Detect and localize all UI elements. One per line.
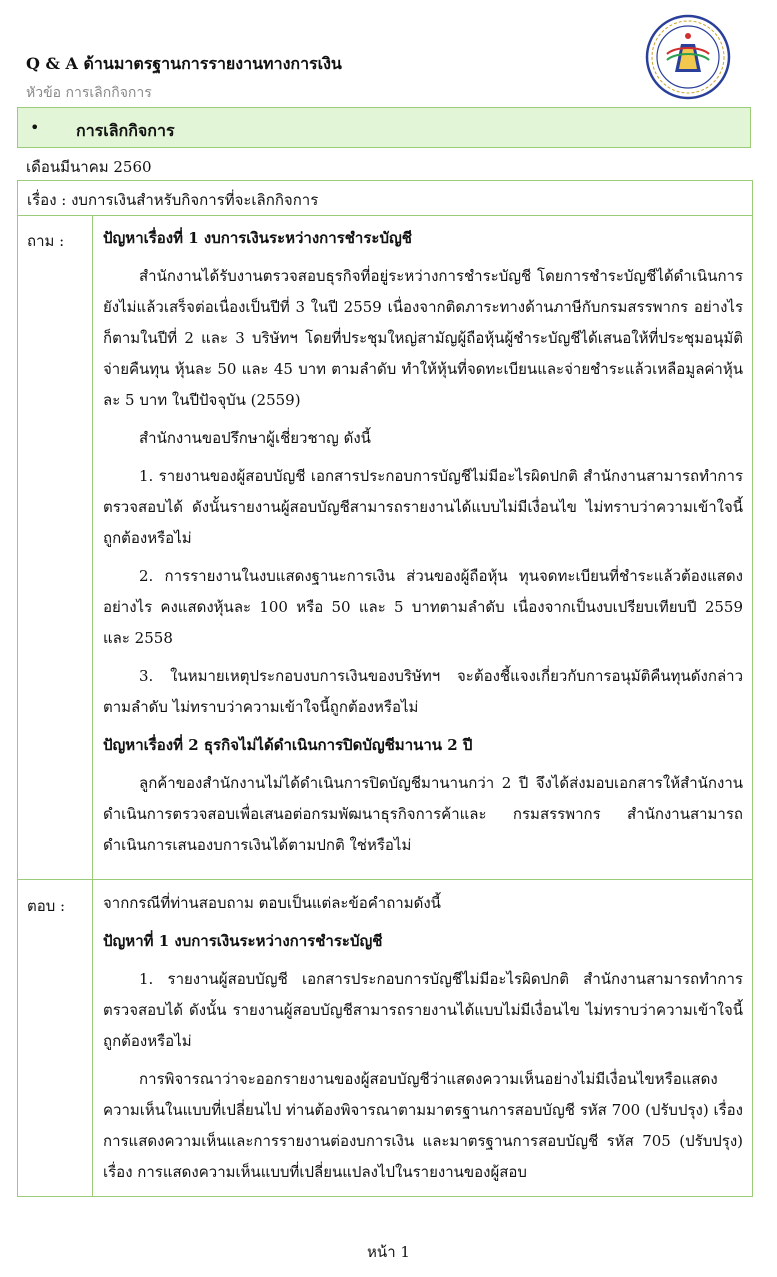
answer-intro: จากกรณีที่ท่านสอบถาม ตอบเป็นแต่ละข้อคำถามดังนี้ [103, 894, 441, 912]
bullet-icon: • [30, 118, 40, 137]
header-subtitle: หัวข้อ การเลิกกิจการ [26, 85, 152, 101]
row-divider [18, 879, 752, 880]
organization-logo-icon [645, 14, 731, 100]
page-number: หน้า 1 [367, 1243, 410, 1261]
subject-row [18, 181, 752, 216]
question-paragraph: 3. ในหมายเหตุประกอบงบการเงินของบริษัทฯ จะต้องชี้แจงเกี่ยวกับการอนุมัติคืนทุนดังกล่าวตามลำดับ ไม่ทราบว่าความเข้าใจนี้ถูกต้องหรือไม่ [103, 667, 743, 716]
question-paragraph: สำนักงานได้รับงานตรวจสอบธุรกิจที่อยู่ระหว่างการชำระบัญชี โดยการชำระบัญชีได้ดำเนินการยังไม่แล้วเสร็จต่อเนื่องเป็นปีที่ 3 ในปี 2559 เนื่องจากติดภาระทางด้านภาษีกับกรมสรรพากร อย่างไรก็ตามในปีที่ 2 และ 3 บริษัทฯ โดยที่ประชุมใหญ่สามัญผู้ถือหุ้นผู้ชำระบัญชีได้เสนอให้ที่ประชุมอนุมัติจ่ายคืนทุน หุ้นละ 50 และ 45 บาท ตามลำดับ ทำให้หุ้นที่จดทะเบียนและจ่ายชำระแล้วเหลือมูลค่าหุ้นละ 5 บาท ในปีปัจจุบัน (2559) [103, 267, 743, 409]
publication-date: เดือนมีนาคม 2560 [26, 158, 152, 176]
answer-paragraph: การพิจารณาว่าจะออกรายงานของผู้สอบบัญชีว่าแสดงความเห็นอย่างไม่มีเงื่อนไขหรือแสดงความเห็นในแบบที่เปลี่ยนไป ท่านต้องพิจารณาตามมาตรฐานการสอบบัญชี รหัส 700 (ปรับปรุง) เรื่อง การแสดงความเห็นและการรายงานต่องบการเงิน และมาตรฐานการสอบบัญชี รหัส 705 (ปรับปรุง) เรื่อง การแสดงความเห็นแบบที่เปลี่ยนแปลงไปในรายงานของผู้สอบ [103, 1070, 743, 1181]
question-heading-2: ปัญหาเรื่องที่ 2 ธุรกิจไม่ได้ดำเนินการปิดบัญชีมานาน 2 ปี [103, 736, 473, 754]
question-paragraph: สำนักงานขอปรึกษาผู้เชี่ยวชาญ ดังนี้ [139, 429, 371, 447]
topic-label: การเลิกกิจการ [76, 121, 175, 140]
question-paragraph: ลูกค้าของสำนักงานไม่ได้ดำเนินการปิดบัญชีมานานกว่า 2 ปี จึงได้ส่งมอบเอกสารให้สำนักงานดำเนินการตรวจสอบเพื่อเสนอต่อกรมพัฒนาธุรกิจการค้าและ กรมสรรพากร สำนักงานสามารถดำเนินการเสนองบการเงินได้ตามปกติ ใช่หรือไม่ [103, 774, 743, 854]
answer-heading-1: ปัญหาที่ 1 งบการเงินระหว่างการชำระบัญชี [103, 932, 383, 950]
column-divider [92, 216, 93, 1196]
question-content [103, 223, 743, 868]
qa-table [17, 180, 753, 1197]
question-label: ถาม : [27, 232, 65, 250]
answer-content [103, 888, 743, 1195]
header-title: Q & A ด้านมาตรฐานการรายงานทางการเงิน [26, 54, 342, 73]
subject-text: เรื่อง : งบการเงินสำหรับกิจการที่จะเลิกกิจการ [27, 191, 319, 209]
answer-label: ตอบ : [27, 897, 66, 915]
question-heading-1: ปัญหาเรื่องที่ 1 งบการเงินระหว่างการชำระบัญชี [103, 229, 412, 247]
question-paragraph: 1. รายงานของผู้สอบบัญชี เอกสารประกอบการบัญชีไม่มีอะไรผิดปกติ สำนักงานสามารถทำการตรวจสอบได้ ดังนั้นรายงานผู้สอบบัญชีสามารถรายงานได้แบบไม่มีเงื่อนไข ไม่ทราบว่าความเข้าใจนี้ถูกต้องหรือไม่ [103, 467, 743, 547]
topic-banner [17, 107, 751, 148]
question-paragraph: 2. การรายงานในงบแสดงฐานะการเงิน ส่วนของผู้ถือหุ้น ทุนจดทะเบียนที่ชำระแล้วต้องแสดงอย่างไร คงแสดงหุ้นละ 100 หรือ 50 และ 5 บาทตามลำดับ เนื่องจากเป็นงบเปรียบเทียบปี 2559 และ 2558 [103, 567, 743, 647]
answer-paragraph: 1. รายงานผู้สอบบัญชี เอกสารประกอบการบัญชีไม่มีอะไรผิดปกติ สำนักงานสามารถทำการตรวจสอบได้ ดังนั้น รายงานผู้สอบบัญชีสามารถรายงานได้แบบไม่มีเงื่อนไข ไม่ทราบว่าความเข้าใจนี้ถูกต้องหรือไม่ [103, 970, 743, 1050]
